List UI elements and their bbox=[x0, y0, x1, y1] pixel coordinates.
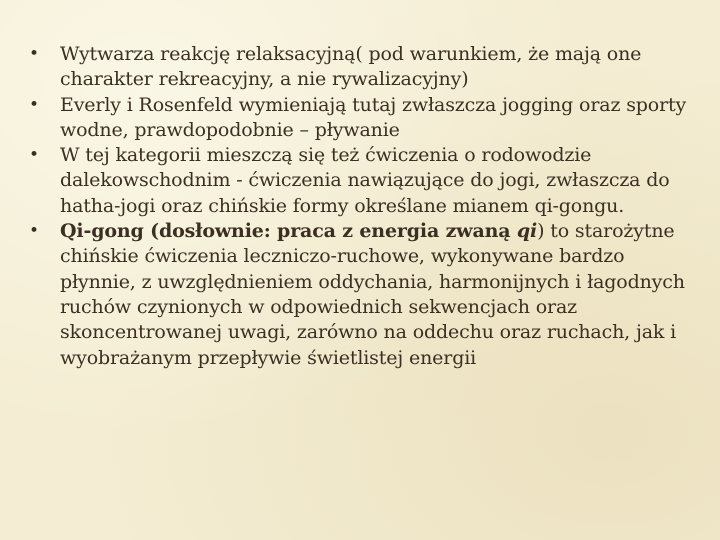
bullet-icon: • bbox=[29, 94, 39, 115]
bullet-icon: • bbox=[29, 145, 39, 166]
bullet-icon: • bbox=[29, 221, 39, 242]
qi-gong-description: ) to starożytne chińskie ćwiczenia leczniczo-ruchowe, wykonywane bardzo płynnie, z uwzględnieniem oddychania, harmonijnych i łagodnych ruchów czynionych w odpowiednich sekwencjach oraz skoncentrowanej uwagi, zarówno na oddechu oraz ruchach, jak i wyobrażanym przepływie świetlistej energii bbox=[60, 220, 685, 369]
bullet-text: Everly i Rosenfeld wymieniają tutaj zwłaszcza jogging oraz sporty wodne, prawdopodobnie – pływanie bbox=[60, 93, 687, 141]
qi-term-italic: qi bbox=[516, 220, 538, 243]
bullet-item-eastern-exercises bbox=[24, 143, 694, 219]
bullet-list bbox=[24, 42, 694, 371]
bullet-icon: • bbox=[29, 44, 39, 64]
qi-gong-definition-bold: Qi-gong (dosłownie: praca z energia zwaną bbox=[60, 220, 517, 243]
bullet-text: Wytwarza reakcję relaksacyjną( pod warunkiem, że mają one charakter rekreacyjny, a nie rywalizacyjny) bbox=[60, 43, 642, 91]
bullet-item-everly-rosenfeld bbox=[24, 93, 694, 144]
bullet-item-qi-gong bbox=[24, 219, 694, 371]
bullet-text: W tej kategorii mieszczą się też ćwiczenia o rodowodzie dalekowschodnim - ćwiczenia nawiązujące do jogi, zwłaszcza do hatha-jogi oraz chińskie formy określane mianem qi-gongu. bbox=[60, 144, 670, 217]
bullet-item-relaxation bbox=[24, 42, 694, 93]
slide-content bbox=[24, 42, 694, 371]
